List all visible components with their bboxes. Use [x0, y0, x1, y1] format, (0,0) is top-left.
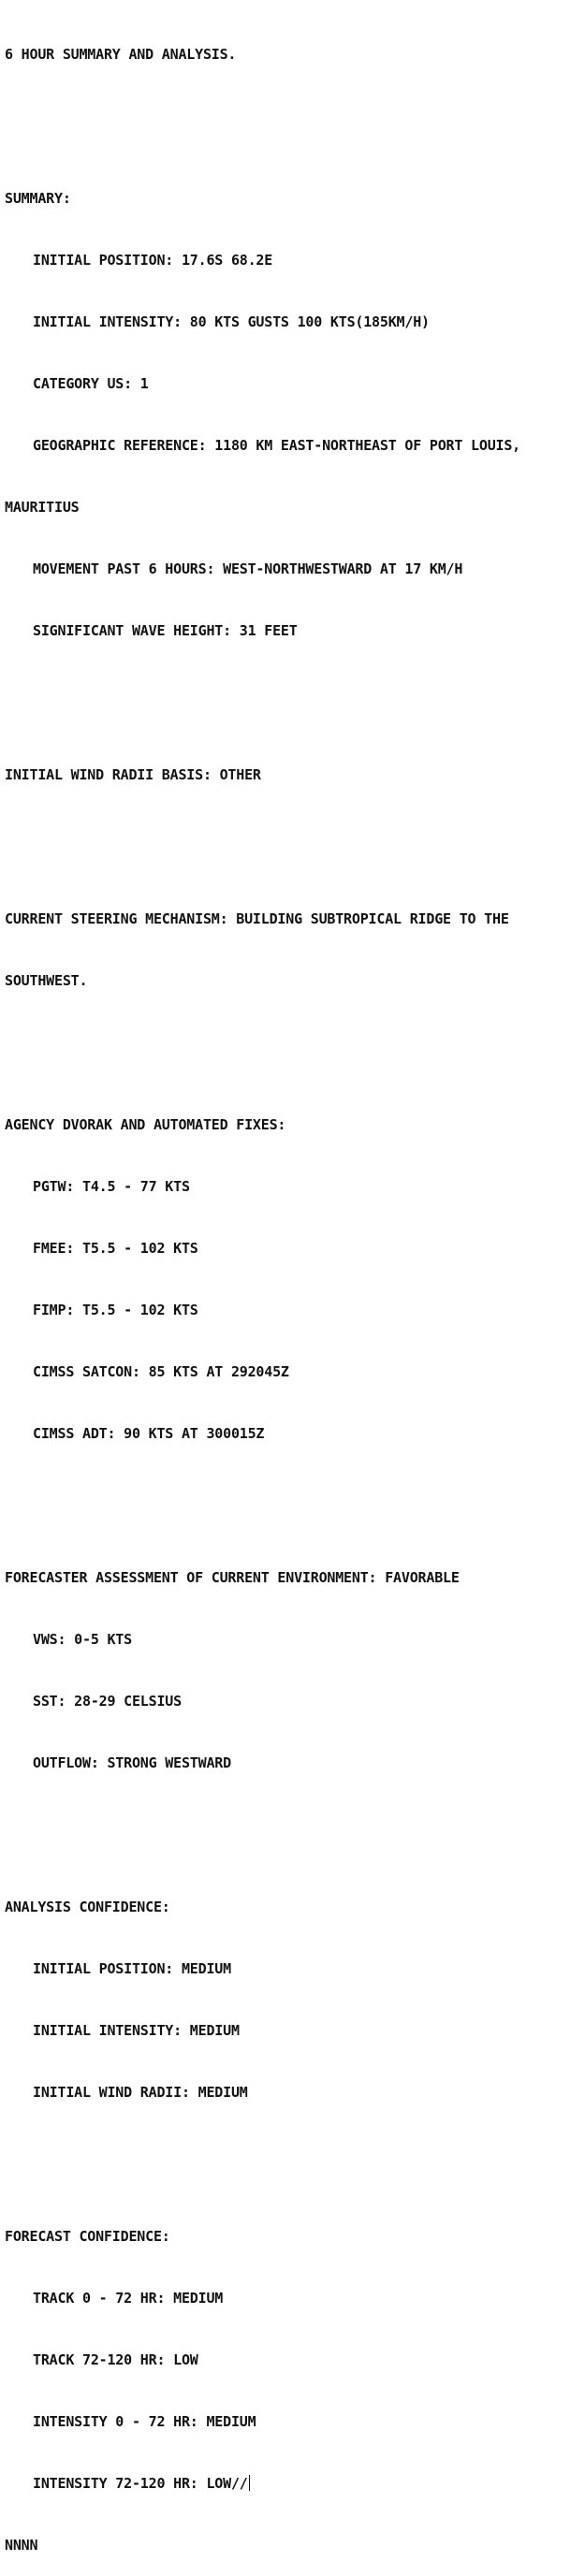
environment-heading: FORECASTER ASSESSMENT OF CURRENT ENVIRONMENT: FAVORABLE	[5, 1569, 460, 1586]
forecast-confidence-heading: FORECAST CONFIDENCE:	[5, 2228, 170, 2245]
bulletin-header: 6 HOUR SUMMARY AND ANALYSIS.	[5, 46, 237, 63]
summary-geographic-reference-cont: MAURITIUS	[5, 499, 80, 516]
forecast-track-72-120: TRACK 72-120 HR: LOW	[33, 2351, 198, 2368]
blank-line	[5, 106, 583, 126]
environment-outflow: OUTFLOW: STRONG WESTWARD	[33, 1754, 231, 1771]
blank-line	[5, 2144, 583, 2164]
blank-line	[5, 1814, 583, 1835]
fix-pgtw: PGTW: T4.5 - 77 KTS	[33, 1178, 190, 1195]
forecast-intensity-72-120: INTENSITY 72-120 HR: LOW//	[33, 2475, 248, 2492]
analysis-confidence-intensity: INITIAL INTENSITY: MEDIUM	[33, 2022, 240, 2039]
blank-line	[5, 1485, 583, 1506]
steering-mechanism: CURRENT STEERING MECHANISM: BUILDING SUBTROPICAL RIDGE TO THE	[5, 910, 509, 927]
fix-cimss-satcon: CIMSS SATCON: 85 KTS AT 292045Z	[33, 1363, 289, 1380]
analysis-confidence-position: INITIAL POSITION: MEDIUM	[33, 1960, 231, 1977]
forecast-intensity-0-72: INTENSITY 0 - 72 HR: MEDIUM	[33, 2413, 256, 2430]
forecast-track-0-72: TRACK 0 - 72 HR: MEDIUM	[33, 2290, 224, 2307]
fix-cimss-adt: CIMSS ADT: 90 KTS AT 300015Z	[33, 1425, 265, 1442]
blank-line	[5, 1032, 583, 1053]
summary-initial-position: INITIAL POSITION: 17.6S 68.2E	[33, 252, 273, 269]
environment-vws: VWS: 0-5 KTS	[33, 1631, 132, 1648]
blank-line	[5, 826, 583, 847]
summary-category: CATEGORY US: 1	[33, 375, 149, 392]
blank-line	[5, 682, 583, 703]
analysis-confidence-heading: ANALYSIS CONFIDENCE:	[5, 1899, 170, 1915]
analysis-confidence-wind-radii: INITIAL WIND RADII: MEDIUM	[33, 2084, 248, 2101]
summary-movement: MOVEMENT PAST 6 HOURS: WEST-NORTHWESTWARD AT 17 KM/H	[33, 560, 463, 577]
fix-fimp: FIMP: T5.5 - 102 KTS	[33, 1302, 198, 1318]
fix-fmee: FMEE: T5.5 - 102 KTS	[33, 1240, 198, 1257]
steering-mechanism-cont: SOUTHWEST.	[5, 972, 88, 989]
summary-geographic-reference: GEOGRAPHIC REFERENCE: 1180 KM EAST-NORTHEAST OF PORT LOUIS,	[33, 437, 521, 454]
summary-heading: SUMMARY:	[5, 190, 71, 207]
bulletin-footer: NNNN	[5, 2537, 38, 2554]
environment-sst: SST: 28-29 CELSIUS	[33, 1693, 182, 1710]
summary-initial-intensity: INITIAL INTENSITY: 80 KTS GUSTS 100 KTS(185KM/H)	[33, 313, 430, 330]
text-cursor	[249, 2475, 250, 2491]
summary-wave-height: SIGNIFICANT WAVE HEIGHT: 31 FEET	[33, 622, 298, 639]
bulletin-document	[5, 3, 583, 2576]
forecast-intensity-72-120-row[interactable]	[5, 2473, 583, 2494]
wind-radii-basis: INITIAL WIND RADII BASIS: OTHER	[5, 766, 261, 783]
fixes-heading: AGENCY DVORAK AND AUTOMATED FIXES:	[5, 1116, 286, 1133]
